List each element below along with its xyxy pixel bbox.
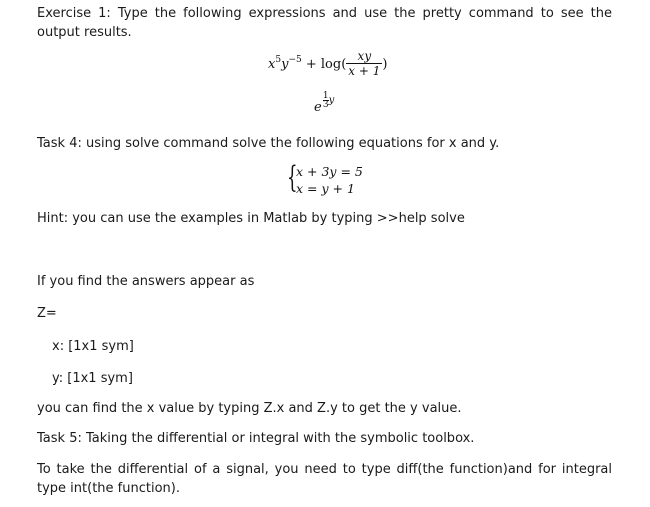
equation-1: x + 3y = 5 bbox=[296, 164, 363, 179]
exercise-1-line-2: output results. bbox=[37, 25, 132, 40]
expr1-x: x bbox=[268, 57, 276, 72]
expr2-exp-variable: y bbox=[328, 95, 335, 106]
task-4-heading: Task 4: using solve command solve the following equations for x and y. bbox=[37, 136, 500, 151]
expr1-log: log( bbox=[320, 57, 347, 72]
find-value-text: you can find the x value by typing Z.x and Z.y to get the y value. bbox=[37, 401, 462, 416]
expr1-fraction bbox=[346, 49, 382, 78]
x-result-line: x: [1x1 sym] bbox=[52, 339, 134, 354]
system-brace: { bbox=[287, 160, 298, 195]
expr1-numerator: xy bbox=[357, 49, 372, 63]
expr1-y-exponent: −5 bbox=[288, 55, 302, 65]
task-5-heading: Task 5: Taking the differential or integral with the symbolic toolbox. bbox=[37, 431, 475, 446]
expr2-exp-numerator: 1 bbox=[322, 91, 329, 101]
diff-line-1: To take the differential of a signal, you need to type diff(the function)and for integral bbox=[37, 462, 612, 477]
diff-line-2: type int(the function). bbox=[37, 481, 180, 496]
expression-1 bbox=[268, 50, 387, 79]
answers-intro: If you find the answers appear as bbox=[37, 274, 255, 289]
equation-2: x = y + 1 bbox=[296, 181, 355, 196]
expr1-y: y bbox=[281, 57, 289, 72]
diff-paragraph bbox=[37, 460, 615, 498]
expr1-close: ) bbox=[382, 57, 388, 72]
y-result-line: y: [1x1 sym] bbox=[52, 371, 133, 386]
hint-text: Hint: you can use the examples in Matlab by typing >>help solve bbox=[37, 211, 465, 226]
expression-2 bbox=[314, 91, 335, 115]
expr1-plus: + bbox=[301, 57, 321, 72]
expr1-denominator: x + 1 bbox=[348, 64, 381, 78]
exercise-1-line-1: Exercise 1: Type the following expressions and use the pretty command to see the bbox=[37, 6, 612, 21]
expr2-base: e bbox=[314, 100, 322, 115]
expr2-exp-denominator: 3 bbox=[322, 100, 329, 110]
equation-system bbox=[296, 163, 363, 197]
exercise-1-paragraph bbox=[37, 4, 615, 42]
expr2-exponent bbox=[323, 92, 334, 109]
z-label: Z= bbox=[37, 306, 57, 321]
expr1-x-exponent: 5 bbox=[275, 55, 282, 65]
